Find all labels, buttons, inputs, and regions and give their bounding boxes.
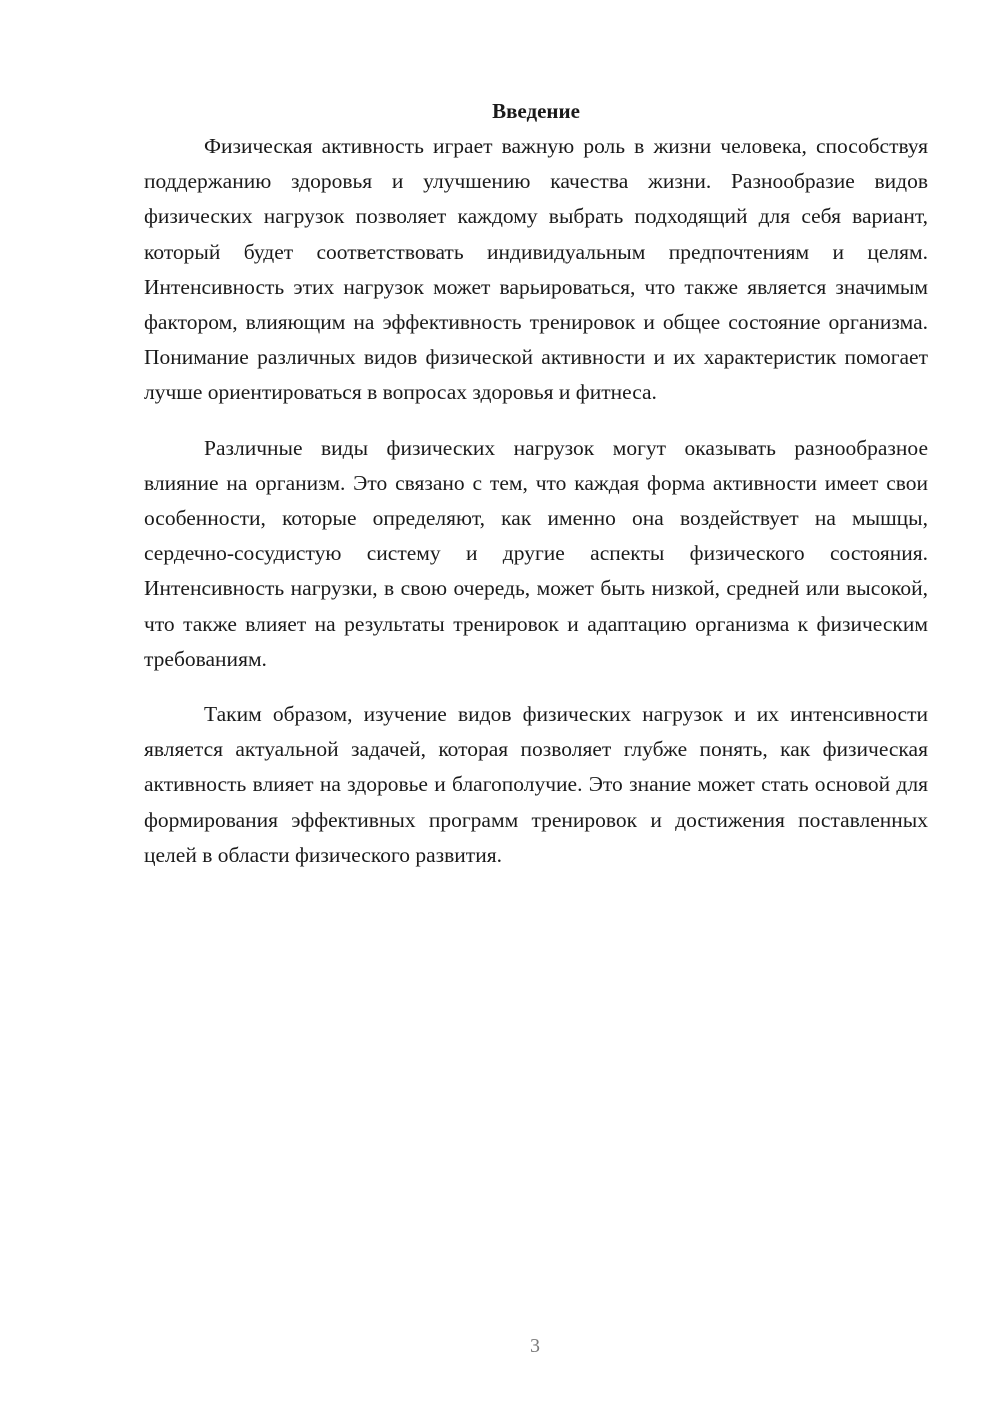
section-heading: Введение [492, 99, 580, 123]
page-number: 3 [530, 1335, 540, 1357]
paragraph-3: Таким образом, изучение видов физических нагрузок и их интенсивности является актуальной задачей, которая позволяет глубже понять, как физическая активность влияет на здоровье и благополучие. Это знание может стать основой для формирования эффективных программ тренировок и достижения поставленных целей в области физического развития. [144, 702, 928, 867]
page-content [144, 96, 928, 873]
paragraph-1: Физическая активность играет важную роль в жизни человека, способствуя поддержанию здоровья и улучшению качества жизни. Разнообразие видов физических нагрузок позволяет каждому выбрать подходящий для себя вариант, который будет соответствовать индивидуальным предпочтениям и целям. Интенсивность этих нагрузок может варьироваться, что также является значимым фактором, влияющим на эффективность тренировок и общее состояние организма. Понимание различных видов физической активности и их характеристик помогает лучше ориентироваться в вопросах здоровья и фитнеса. [144, 134, 928, 405]
paragraph-2: Различные виды физических нагрузок могут оказывать разнообразное влияние на организм. Это связано с тем, что каждая форма активности имеет свои особенности, которые определяют, как именно она воздействует на мышцы, сердечно-сосудистую систему и другие аспекты физического состояния. Интенсивность нагрузки, в свою очередь, может быть низкой, средней или высокой, что также влияет на результаты тренировок и адаптацию организма к физическим требованиям. [144, 435, 928, 671]
